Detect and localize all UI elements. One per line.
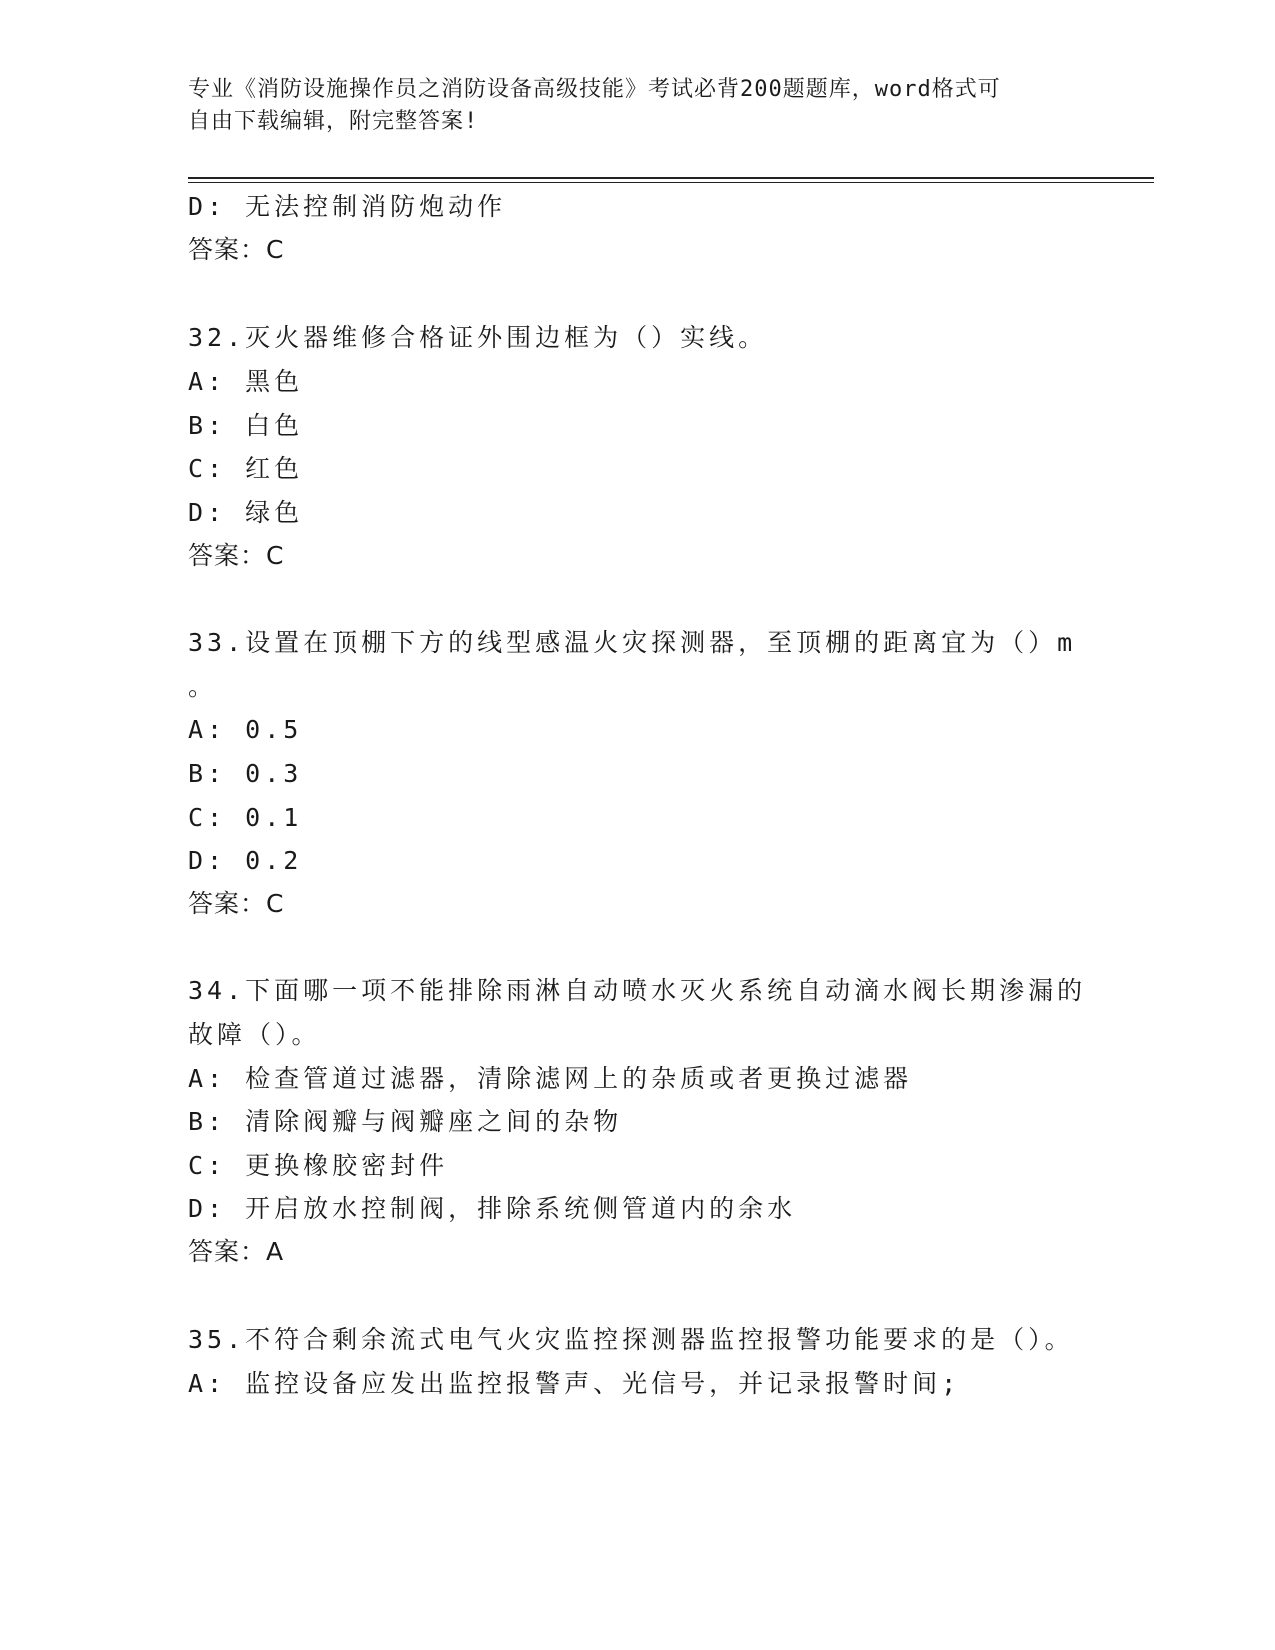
q33-option-c: C: 0.1 [188,803,303,832]
q33-answer: 答案：C [188,889,285,918]
q34-answer: 答案：A [188,1237,285,1266]
q34-option-a: A: 检查管道过滤器，清除滤网上的杂质或者更换过滤器 [188,1064,913,1093]
q33-option-b: B: 0.3 [188,759,303,788]
q35-option-a: A: 监控设备应发出监控报警声、光信号，并记录报警时间; [188,1369,961,1398]
q33-option-d: D: 0.2 [188,846,303,875]
q32-stem: 32.灭火器维修合格证外围边框为（）实线。 [188,323,768,352]
q32-option-c: C: 红色 [188,454,304,483]
header-line-1: 专业《消防设施操作员之消防设备高级技能》考试必背200题题库，word格式可 [188,77,1001,102]
q32-option-a: A: 黑色 [188,367,304,396]
q34-stem-line-2: 故障（）。 [188,1020,321,1049]
q35-stem: 35.不符合剩余流式电气火灾监控探测器监控报警功能要求的是（）。 [188,1325,1074,1354]
header-divider-thin [188,182,1154,183]
header-line-2: 自由下载编辑，附完整答案! [188,109,479,134]
document-header [188,74,1068,138]
q32-answer: 答案：C [188,541,285,570]
q32-option-d: D: 绿色 [188,498,304,527]
q33-option-a: A: 0.5 [188,715,303,744]
header-divider-thick [188,177,1154,179]
prev-option-d: D: 无法控制消防炮动作 [188,192,507,221]
q33-stem-line-2: 。 [188,672,218,701]
q32-option-b: B: 白色 [188,411,304,440]
q34-option-b: B: 清除阀瓣与阀瓣座之间的杂物 [188,1107,623,1136]
q34-stem-line-1: 34.下面哪一项不能排除雨淋自动喷水灭火系统自动滴水阀长期渗漏的 [188,976,1087,1005]
q34-option-c: C: 更换橡胶密封件 [188,1151,449,1180]
q33-stem-line-1: 33.设置在顶棚下方的线型感温火灾探测器，至顶棚的距离宜为（）m [188,628,1077,657]
prev-answer: 答案：C [188,235,285,264]
q34-option-d: D: 开启放水控制阀，排除系统侧管道内的余水 [188,1194,797,1223]
